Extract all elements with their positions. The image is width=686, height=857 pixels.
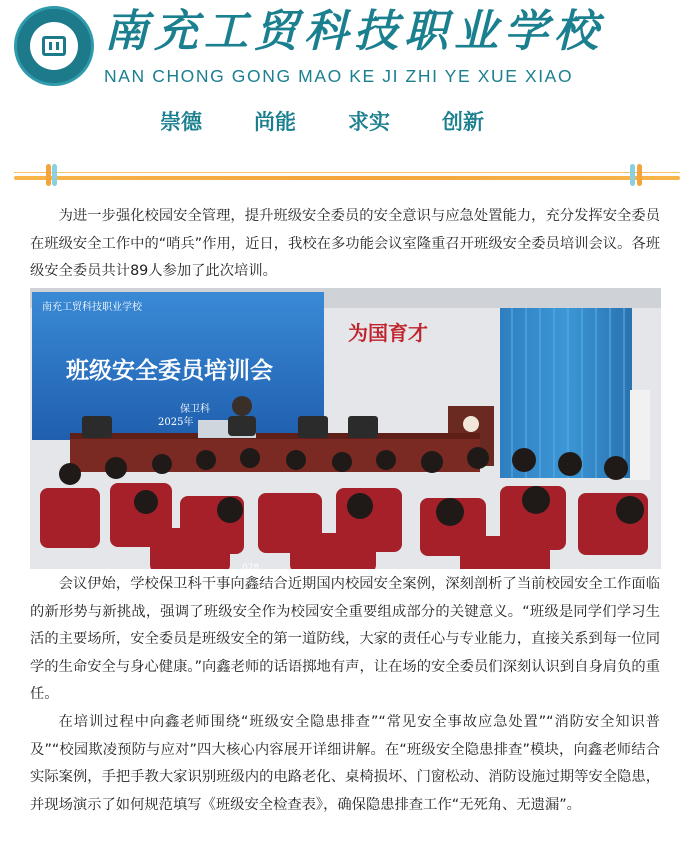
motto-word: 尚能 [254, 109, 296, 134]
seat-number-text: 078 [242, 563, 260, 569]
divider-ornament [637, 164, 642, 186]
screen-date-text: 2025年 [158, 417, 194, 428]
school-logo [14, 6, 94, 86]
article-paragraph: 为进一步强化校园安全管理，提升班级安全委员的安全意识与应急处置能力，充分发挥安全委员在班级安全工作中的“哨兵”作用，近日，我校在多功能会议室隆重召开班级安全委员培训会议。各班级安全委员共计89人参加了此次培训。 [30, 208, 660, 279]
screen-school-text: 南充工贸科技职业学校 [42, 302, 142, 313]
page-header [0, 0, 686, 200]
school-name-cn: 南充工贸科技职业学校 [104, 6, 604, 57]
divider-ornament [630, 164, 635, 186]
header-divider-line [14, 172, 680, 173]
article-paragraph: 会议伊始，学校保卫科干事向鑫结合近期国内校园安全案例，深刻剖析了当前校园安全工作面临的新形势与新挑战，强调了班级安全作为校园安全重要组成部分的关键意义。“班级是同学们学习生活的主要场所，安全委员是班级安全的第一道防线，大家的责任心与专业能力，直接关系到每一位同学的生命安全与身心健康。”向鑫老师的话语掷地有声，让在场的安全委员们深刻认识到自身肩负的重任。 [30, 576, 660, 702]
header-divider [14, 176, 680, 180]
wall-banner-text: 为国育才 [348, 321, 428, 345]
training-meeting-photo [30, 288, 661, 569]
screen-dept-text: 保卫科 [180, 404, 210, 415]
article-paragraph: 在培训过程中向鑫老师围绕“班级安全隐患排查”“常见安全事故应急处置”“消防安全知识普及”“校园欺凌预防与应对”四大核心内容展开详细讲解。在“班级安全隐患排查”模块，向鑫老师结合实际案例，手把手教大家识别班级内的电路老化、桌椅损坏、门窗松动、消防设施过期等安全隐患，并现场演示了如何规范填写《班级安全检查表》，确保隐患排查工作“无死角、无遗漏”。 [30, 714, 660, 813]
motto-word: 求实 [348, 109, 390, 134]
meeting-scene-illustration [30, 288, 661, 569]
motto-word: 崇德 [160, 109, 202, 134]
school-emblem-icon [42, 36, 66, 56]
divider-ornament [46, 164, 51, 186]
divider-ornament [52, 164, 57, 186]
school-name-en: NAN CHONG GONG MAO KE JI ZHI YE XUE XIAO [104, 66, 574, 86]
motto-word: 创新 [442, 109, 484, 134]
screen-title-text: 班级安全委员培训会 [66, 358, 273, 384]
school-motto [160, 106, 540, 136]
